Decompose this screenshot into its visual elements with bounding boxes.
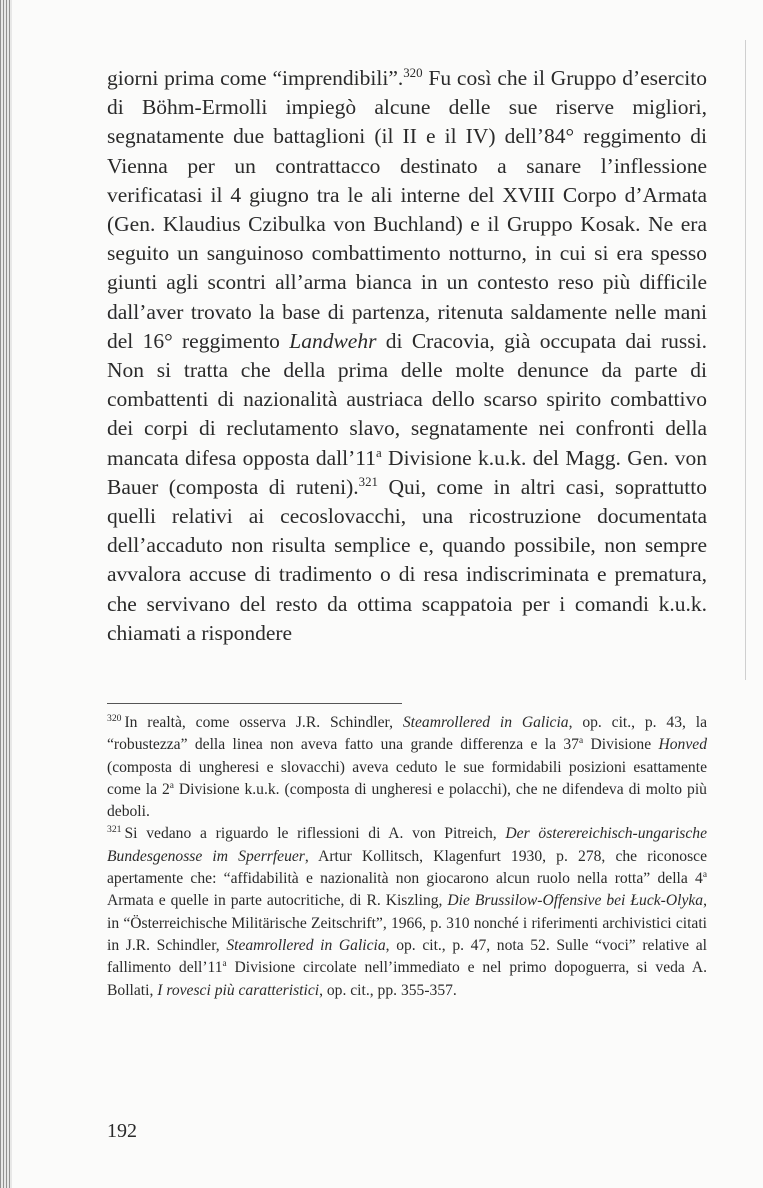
text-run: giorni prima come “imprendibili”. bbox=[107, 66, 404, 90]
text-run: (composta di ungheresi e slovacchi) aveva ceduto le sue formidabili posizioni esattamente come la 2 bbox=[107, 758, 707, 798]
text-run: di Cracovia, già occupata dai russi. Non si tratta che della prima delle molte denunce da parte di combattenti di nazionalità austriaca dello scarso spirito combattivo dei corpi di reclutamento slavo, segnatamente nei confronti della mancata difesa opposta dall’11 bbox=[107, 328, 708, 470]
text-run: Divisione bbox=[583, 736, 659, 754]
text-run: Qui, come in altri casi, soprattutto quelli relativi ai cecoslovacchi, una ricostruzione documentata dell’accaduto non risulta semplice e, quando possibile, non sempre avvalora accuse di tradimento o di resa indiscriminata e prematura, che servivano del resto da ottima scappatoia per i comandi k.u.k. chiamati a rispondere bbox=[107, 474, 707, 645]
text-run: Fu così che il Gruppo d’esercito di Böhm-Ermolli impiegò alcune delle sue riserve migliori, segnatamente due battaglioni (il II e il IV) dell’84° reggimento di Vienna per un contrattacco destinato a sanare l’inflessione verificatasi il 4 giugno tra le ali interne del XVIII Corpo d’Armata (Gen. Klaudius Czibulka von Buchland) e il Gruppo Kosak. Ne era seguito un sanguinoso combattimento notturno, in cui si era spesso giunti agli scontri all’arma bianca in un contesto reso più difficile dall’aver trovato la base di partenza, ritenuta saldamente nelle mani del 16° reggimento bbox=[107, 66, 707, 353]
footnote-number: 320 bbox=[107, 712, 122, 724]
scan-margin-line bbox=[745, 40, 746, 680]
italic-title: Die Brussilow-Offensive bei Łuck-Olyka bbox=[447, 892, 704, 910]
superscript: 321 bbox=[358, 474, 378, 489]
text-run: Divisione k.u.k. del Magg. Gen. von Bauer (composta di ruteni). bbox=[107, 445, 707, 499]
superscript: a bbox=[375, 445, 382, 460]
footnote-separator bbox=[107, 703, 402, 704]
text-run: Armata e quelle in parte autocritiche, di R. Kiszling, bbox=[107, 892, 448, 910]
footnotes bbox=[107, 712, 707, 1002]
main-text bbox=[107, 64, 707, 648]
italic-title: Der österereichisch-ungarische Bundesgenosse im Sperrfeuer bbox=[107, 825, 708, 865]
superscript: 320 bbox=[403, 65, 423, 80]
footnote-320 bbox=[107, 712, 707, 823]
text-run: Divisione k.u.k. (composta di ungheresi e polacchi), che ne difendeva di molto più deboli. bbox=[107, 780, 707, 821]
page-number: 192 bbox=[107, 1120, 137, 1142]
italic-title: Honved bbox=[658, 736, 707, 754]
italic-title: Steamrollered in Galicia bbox=[402, 714, 569, 731]
text-run: , op. cit., p. 43, la “robustezza” della linea non aveva fatto una grande differenza e la 37 bbox=[107, 714, 707, 754]
italic-title: I rovesci più caratteristici bbox=[157, 981, 320, 999]
text-run: Divisione circolate nell’immediato e nel primo dopoguerra, si veda A. Bollati, bbox=[107, 959, 708, 999]
superscript: a bbox=[578, 736, 584, 747]
text-run: , Artur Kollitsch, Klagenfurt 1930, p. 278, che riconosce apertamente che: “affidabilità e nazionalità non giocarono alcun ruolo nella rotta” della 4 bbox=[107, 847, 708, 888]
footnote-number: 321 bbox=[107, 824, 122, 836]
footnote-321 bbox=[107, 823, 707, 1001]
superscript: a bbox=[222, 959, 227, 970]
superscript: a bbox=[169, 780, 174, 791]
text-run: In realtà, come osserva J.R. Schindler, bbox=[124, 714, 403, 731]
text-run: , op. cit., p. 47, nota 52. Sulle “voci” relative al fallimento dell’11 bbox=[107, 936, 707, 977]
main-paragraph bbox=[107, 64, 707, 648]
italic-title: Landwehr bbox=[289, 328, 377, 353]
binding-gutter bbox=[0, 0, 12, 1188]
text-run: , in “Österreichische Militärische Zeitschrift”, 1966, p. 310 nonché i riferimenti archivistici citati in J.R. Schindler, bbox=[107, 892, 707, 954]
italic-title: Steamrollered in Galicia bbox=[226, 936, 386, 954]
text-run: , op. cit., pp. 355-357. bbox=[319, 981, 457, 999]
text-run: Si vedano a riguardo le riflessioni di A. von Pitreich, bbox=[124, 825, 506, 843]
superscript: a bbox=[702, 869, 707, 880]
